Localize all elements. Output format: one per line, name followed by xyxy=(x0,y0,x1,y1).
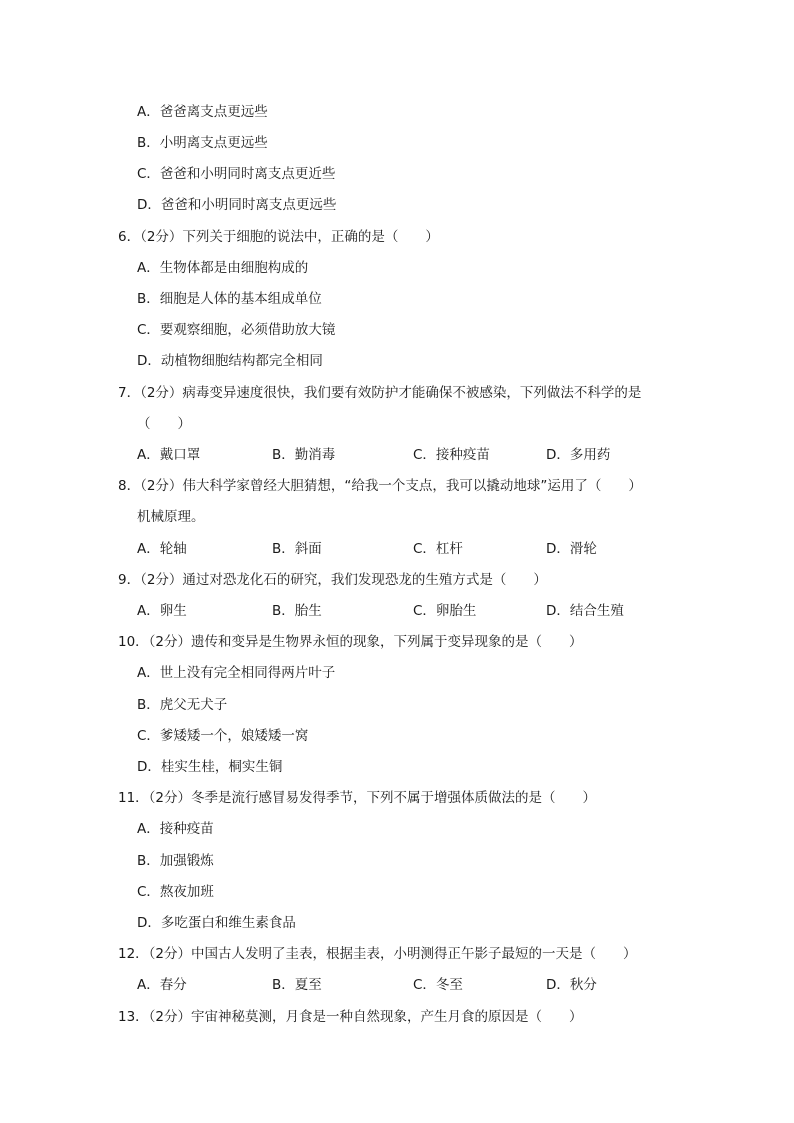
q11-stem: 11．（2分）冬季是流行感冒易发得季节，下列不属于增强体质做法的是（ ） xyxy=(118,790,597,806)
q10-option-c: C．爹矮矮一个，娘矮矮一窝 xyxy=(137,728,309,744)
q9-option-c: C．卵胎生 xyxy=(413,603,477,619)
q10-option-d: D．桂实生桂，桐实生铜 xyxy=(137,759,283,775)
q12-option-a: A．春分 xyxy=(137,977,187,993)
q6-option-c: C．要观察细胞，必须借助放大镜 xyxy=(137,322,336,338)
q5-option-a: A．爸爸离支点更远些 xyxy=(137,104,268,120)
q11-option-c: C．熬夜加班 xyxy=(137,884,214,900)
q8-stem-continuation: 机械原理。 xyxy=(137,509,205,525)
q12-option-c: C．冬至 xyxy=(413,977,463,993)
q5-option-b: B．小明离支点更远些 xyxy=(137,135,268,151)
q12-option-d: D．秋分 xyxy=(546,977,597,993)
q11-option-b: B．加强锻炼 xyxy=(137,853,214,869)
q13-stem: 13．（2分）宇宙神秘莫测，月食是一种自然现象，产生月食的原因是（ ） xyxy=(118,1009,583,1025)
q8-option-a: A．轮轴 xyxy=(137,541,187,557)
q10-option-a: A．世上没有完全相同得两片叶子 xyxy=(137,665,336,681)
q12-option-b: B．夏至 xyxy=(272,977,322,993)
q6-stem: 6．（2分）下列关于细胞的说法中，正确的是（ ） xyxy=(118,229,439,245)
q7-stem-continuation: （ ） xyxy=(137,416,191,432)
q6-option-d: D．动植物细胞结构都完全相同 xyxy=(137,353,323,369)
q9-stem: 9．（2分）通过对恐龙化石的研究，我们发现恐龙的生殖方式是（ ） xyxy=(118,572,547,588)
q8-option-c: C．杠杆 xyxy=(413,541,463,557)
q7-option-c: C．接种疫苗 xyxy=(413,447,490,463)
q5-option-d: D．爸爸和小明同时离支点更远些 xyxy=(137,197,337,213)
q5-option-c: C．爸爸和小明同时离支点更近些 xyxy=(137,166,336,182)
q10-option-b: B．虎父无犬子 xyxy=(137,697,228,713)
q9-option-b: B．胎生 xyxy=(272,603,322,619)
q7-stem: 7．（2分）病毒变异速度很快，我们要有效防护才能确保不被感染，下列做法不科学的是 xyxy=(118,385,642,401)
q10-stem: 10．（2分）遗传和变异是生物界永恒的现象，下列属于变异现象的是（ ） xyxy=(118,634,583,650)
q7-option-b: B．勤消毒 xyxy=(272,447,336,463)
q11-option-a: A．接种疫苗 xyxy=(137,821,214,837)
q6-option-a: A．生物体都是由细胞构成的 xyxy=(137,260,309,276)
q9-option-a: A．卵生 xyxy=(137,603,187,619)
q8-option-b: B．斜面 xyxy=(272,541,322,557)
q7-option-a: A．戴口罩 xyxy=(137,447,201,463)
q11-option-d: D．多吃蛋白和维生素食品 xyxy=(137,915,296,931)
q12-stem: 12．（2分）中国古人发明了圭表，根据圭表，小明测得正午影子最短的一天是（ ） xyxy=(118,946,637,962)
q9-option-d: D．结合生殖 xyxy=(546,603,624,619)
q8-stem: 8．（2分）伟大科学家曾经大胆猜想，“给我一个支点，我可以撬动地球”运用了（ ） xyxy=(118,478,642,494)
q6-option-b: B．细胞是人体的基本组成单位 xyxy=(137,291,322,307)
q8-option-d: D．滑轮 xyxy=(546,541,597,557)
q7-option-d: D．多用药 xyxy=(546,447,611,463)
